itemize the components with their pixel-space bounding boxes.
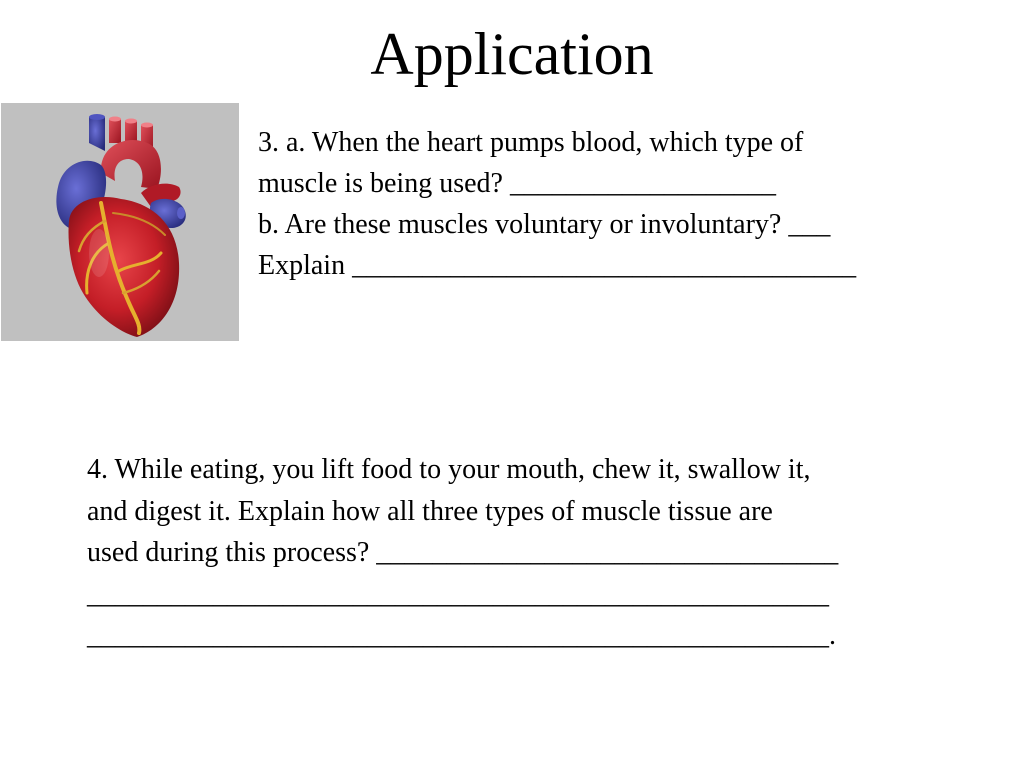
question-3 (258, 122, 1018, 286)
question-4-line-2: and digest it. Explain how all three types of muscle tissue are (87, 495, 773, 527)
question-4-answer-line-1: _____________________________________________________ (87, 578, 829, 610)
question-4-answer-line-2: _____________________________________________________. (87, 620, 836, 651)
heart-illustration-icon (1, 103, 239, 341)
heart-image (1, 103, 239, 341)
question-3-line-1: 3. a. When the heart pumps blood, which type of (258, 127, 804, 158)
question-3b-line: b. Are these muscles voluntary or involuntary? ___ (258, 209, 831, 240)
question-3-explain-line: Explain ____________________________________ (258, 250, 857, 281)
question-4-line-1: 4. While eating, you lift food to your mouth, chew it, swallow it, (87, 454, 811, 485)
question-3-line-2: muscle is being used? ___________________ (258, 168, 776, 199)
question-4 (87, 449, 1017, 657)
slide-title: Application (370, 21, 654, 87)
question-4-line-3: used during this process? _________________________________ (87, 537, 839, 568)
